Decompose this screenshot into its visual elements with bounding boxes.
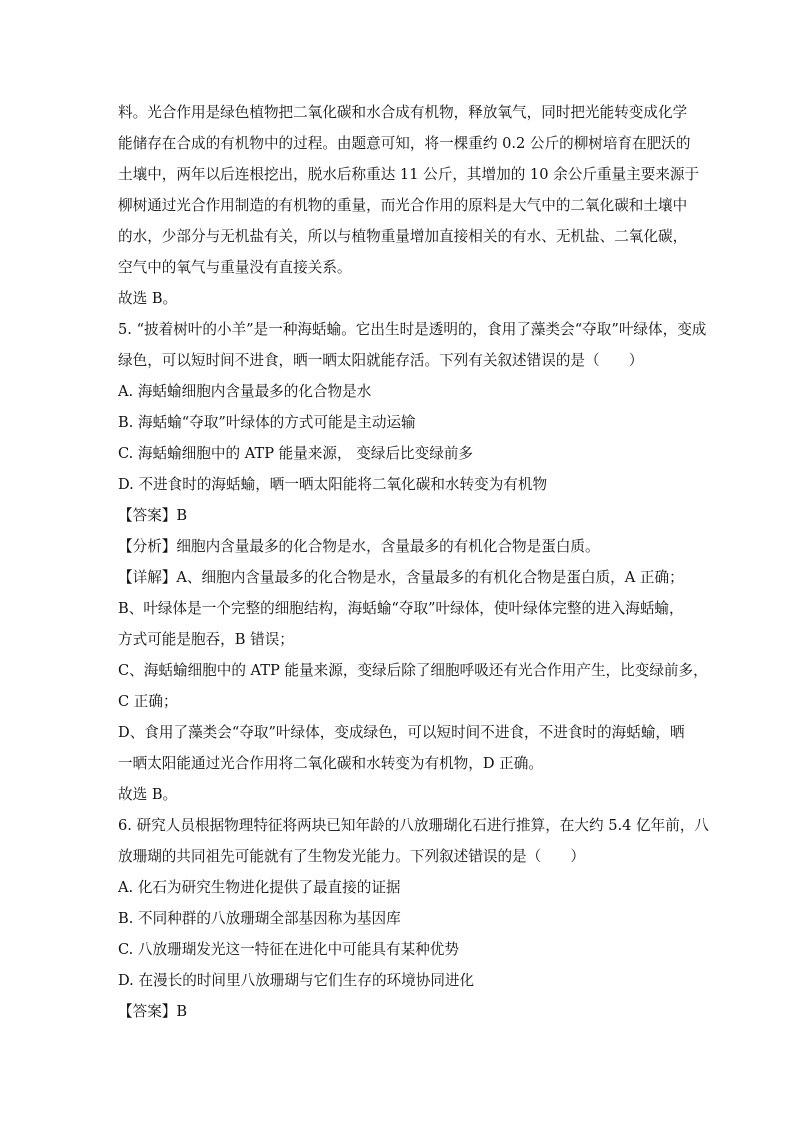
explanation-text: B、叶绿体是一个完整的细胞结构，海蛞蝓“夺取”叶绿体，使叶绿体完整的进入海蛞蝓， bbox=[118, 600, 684, 617]
question-5-stem: 绿色，可以短时间不进食，晒一晒太阳就能存活。下列有关叙述错误的是（ ） bbox=[118, 352, 644, 369]
answer-label: 【答案】B bbox=[118, 1003, 188, 1020]
analysis-text: 【分析】细胞内含量最多的化合物是水，含量最多的有机化合物是蛋白质。 bbox=[118, 538, 600, 555]
option-a: A. 海蛞蝓细胞内含量最多的化合物是水 bbox=[118, 383, 372, 400]
explanation-text: 方式可能是胞吞，B 错误； bbox=[118, 631, 294, 648]
explanation-text: C、海蛞蝓细胞中的 ATP 能量来源，变绿后除了细胞呼吸还有光合作用产生，比变绿前多， bbox=[118, 662, 708, 679]
text-line: 空气中的氧气与重量没有直接关系。 bbox=[118, 259, 352, 276]
option-b: B. 海蛞蝓“夺取”叶绿体的方式可能是主动运输 bbox=[118, 414, 416, 431]
explanation-text: C 正确； bbox=[118, 693, 178, 710]
option-a: A. 化石为研究生物进化提供了最直接的证据 bbox=[118, 879, 401, 896]
explanation-text: 【详解】A、细胞内含量最多的化合物是水，含量最多的有机化合物是蛋白质，A 正确； bbox=[118, 569, 684, 586]
text-line: 料。光合作用是绿色植物把二氧化碳和水合成有机物，释放氧气，同时把光能转变成化学 bbox=[118, 104, 688, 121]
text-line: 能储存在合成的有机物中的过程。由题意可知，将一棵重约 0.2 公斤的柳树培育在肥沃的 bbox=[118, 135, 691, 152]
answer-label: 【答案】B bbox=[118, 507, 188, 524]
question-5-stem: 5. “披着树叶的小羊”是一种海蛞蝓。它出生时是透明的，食用了藻类会“夺取”叶绿体，变成 bbox=[118, 321, 707, 338]
option-d: D. 不进食时的海蛞蝓，晒一晒太阳能将二氧化碳和水转变为有机物 bbox=[118, 476, 548, 493]
text-line: 柳树通过光合作用制造的有机物的重量，而光合作用的原料是大气中的二氧化碳和土壤中 bbox=[118, 197, 688, 214]
option-c: C. 海蛞蝓细胞中的 ATP 能量来源， 变绿后比变绿前多 bbox=[118, 445, 474, 462]
explanation-text: 一晒太阳能通过光合作用将二氧化碳和水转变为有机物，D 正确。 bbox=[118, 755, 543, 772]
question-6-stem: 6. 研究人员根据物理特征将两块已知年龄的八放珊瑚化石进行推算，在大约 5.4 亿年前，八 bbox=[118, 817, 710, 834]
answer-conclusion: 故选 B。 bbox=[118, 786, 178, 803]
question-6-stem: 放珊瑚的共同祖先可能就有了生物发光能力。下列叙述错误的是（ ） bbox=[118, 848, 586, 865]
explanation-text: D、食用了藻类会“夺取”叶绿体，变成绿色，可以短时间不进食，不进食时的海蛞蝓，晒 bbox=[118, 724, 685, 741]
answer-conclusion: 故选 B。 bbox=[118, 290, 178, 307]
option-b: B. 不同种群的八放珊瑚全部基因称为基因库 bbox=[118, 910, 401, 927]
option-c: C. 八放珊瑚发光这一特征在进化中可能具有某种优势 bbox=[118, 941, 459, 958]
text-line: 的水，少部分与无机盐有关，所以与植物重量增加直接相关的有水、无机盐、二氧化碳， bbox=[118, 228, 688, 245]
option-d: D. 在漫长的时间里八放珊瑚与它们生存的环境协同进化 bbox=[118, 972, 475, 989]
text-line: 土壤中，两年以后连根挖出，脱水后称重达 11 公斤，其增加的 10 余公斤重量主要来源于 bbox=[118, 166, 700, 183]
